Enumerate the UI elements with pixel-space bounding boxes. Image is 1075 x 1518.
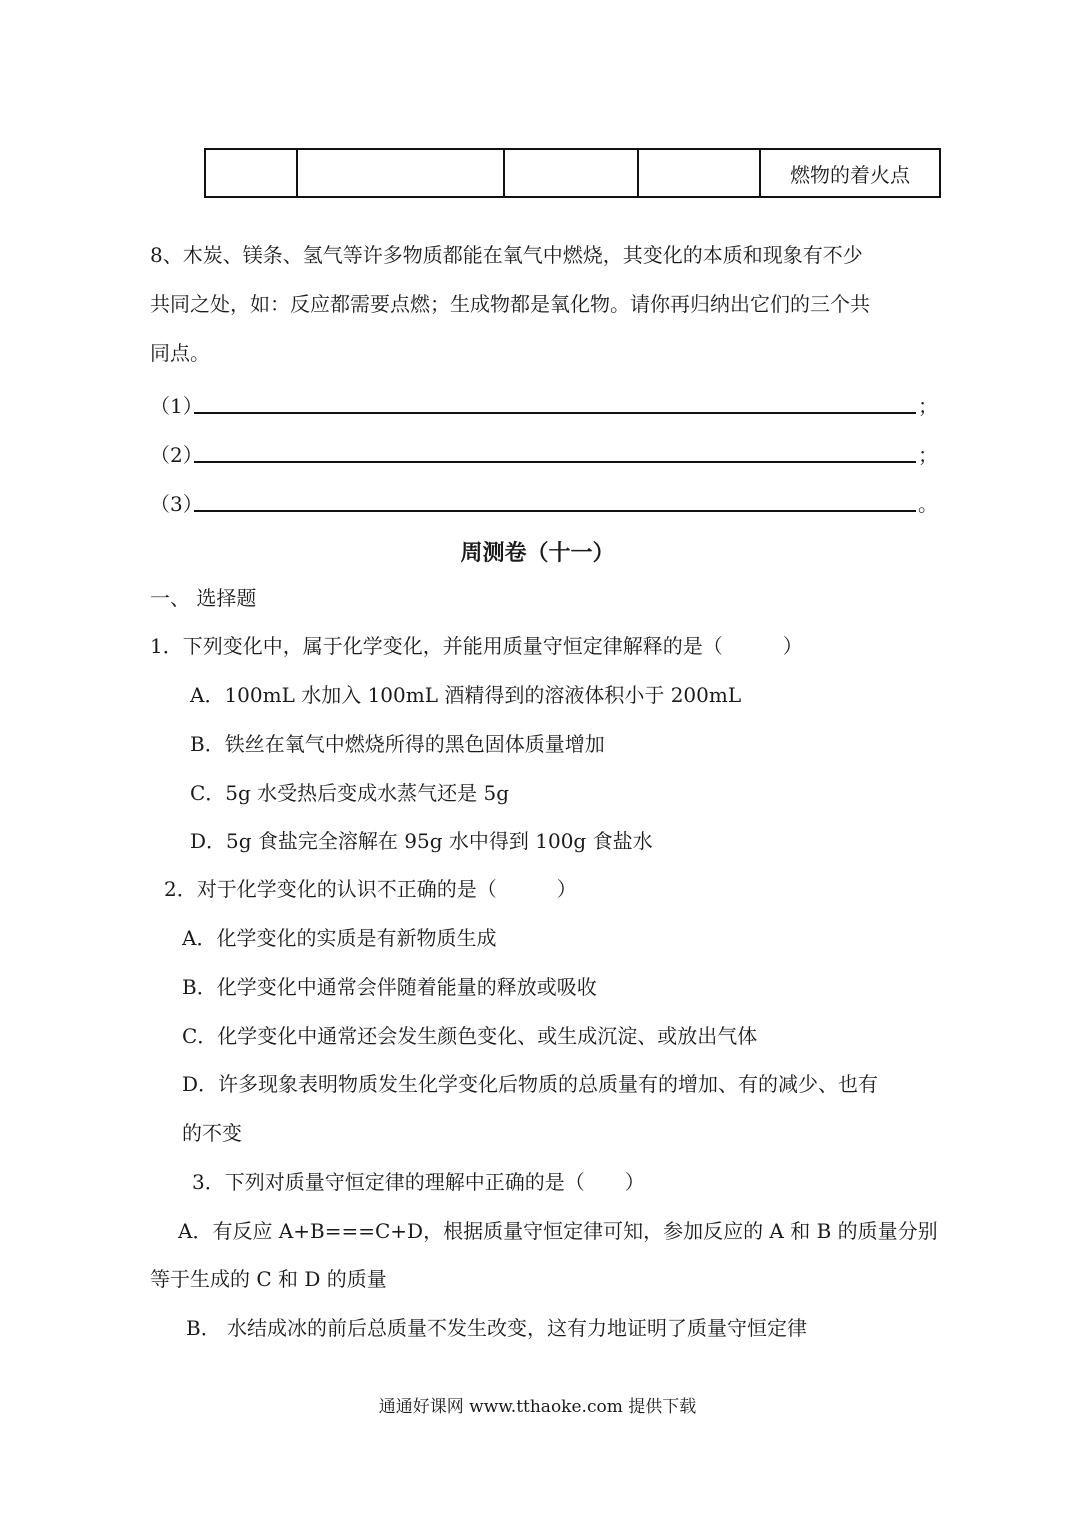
q1-stem: 1．下列变化中，属于化学变化，并能用质量守恒定律解释的是（ ） xyxy=(150,634,803,658)
q1-option-d: D．5g 食盐完全溶解在 95g 水中得到 100g 食盐水 xyxy=(190,829,653,853)
q3-option-b: B． 水结成冰的前后总质量不发生改变，这有力地证明了质量守恒定律 xyxy=(186,1316,808,1340)
part-heading: 一、 选择题 xyxy=(150,586,257,610)
q3-option-a-line-1: A．有反应 A+B===C+D，根据质量守恒定律可知，参加反应的 A 和 B 的质量分别 xyxy=(178,1219,938,1243)
q2-option-d-line-1: D．许多现象表明物质发生化学变化后物质的总质量有的增加、有的减少、也有 xyxy=(182,1072,879,1096)
q8-line-2: 共同之处，如：反应都需要点燃；生成物都是氧化物。请你再归纳出它们的三个共 xyxy=(150,292,870,316)
q2-option-a: A．化学变化的实质是有新物质生成 xyxy=(182,926,497,950)
table-cell xyxy=(205,149,297,197)
q8-line-1: 8、木炭、镁条、氢气等许多物质都能在氧气中燃烧，其变化的本质和现象有不少 xyxy=(150,243,863,267)
q2-option-c: C．化学变化中通常还会发生颜色变化、或生成沉淀、或放出气体 xyxy=(182,1024,758,1048)
table-cell xyxy=(297,149,504,197)
blank-label: （3） xyxy=(150,492,203,516)
q8-line-3: 同点。 xyxy=(150,341,210,365)
q3-option-a-line-2: 等于生成的 C 和 D 的质量 xyxy=(150,1267,387,1291)
q2-option-d-line-2: 的不变 xyxy=(182,1121,242,1145)
table-cell xyxy=(638,149,760,197)
table-row xyxy=(205,149,940,197)
q2-stem: 2．对于化学变化的认识不正确的是（ ） xyxy=(164,877,577,901)
table-cell xyxy=(504,149,638,197)
blank-end-mark: ； xyxy=(918,394,938,418)
section-title: 周测卷（十一） xyxy=(460,540,615,566)
q1-option-a: A．100mL 水加入 100mL 酒精得到的溶液体积小于 200mL xyxy=(190,683,742,707)
answer-underline[interactable] xyxy=(194,461,916,463)
q3-stem: 3．下列对质量守恒定律的理解中正确的是（ ） xyxy=(192,1170,645,1194)
answer-underline[interactable] xyxy=(194,412,916,414)
q1-option-b: B．铁丝在氧气中燃烧所得的黑色固体质量增加 xyxy=(190,732,605,756)
q2-option-b: B．化学变化中通常会伴随着能量的释放或吸收 xyxy=(182,975,597,999)
blank-label: （2） xyxy=(150,443,203,467)
answer-table xyxy=(204,148,941,198)
answer-underline[interactable] xyxy=(194,510,916,512)
blank-end-mark: 。 xyxy=(918,492,938,516)
q1-option-c: C．5g 水受热后变成水蒸气还是 5g xyxy=(190,781,510,805)
page-footer: 通通好课网 www.tthaoke.com 提供下载 xyxy=(378,1397,697,1417)
answer-blank-3[interactable] xyxy=(150,488,938,516)
blank-end-mark: ； xyxy=(918,443,938,467)
answer-blank-1[interactable] xyxy=(150,390,938,418)
table-cell-ignition-point: 燃物的着火点 xyxy=(760,149,940,197)
blank-label: （1） xyxy=(150,394,203,418)
answer-blank-2[interactable] xyxy=(150,439,938,467)
